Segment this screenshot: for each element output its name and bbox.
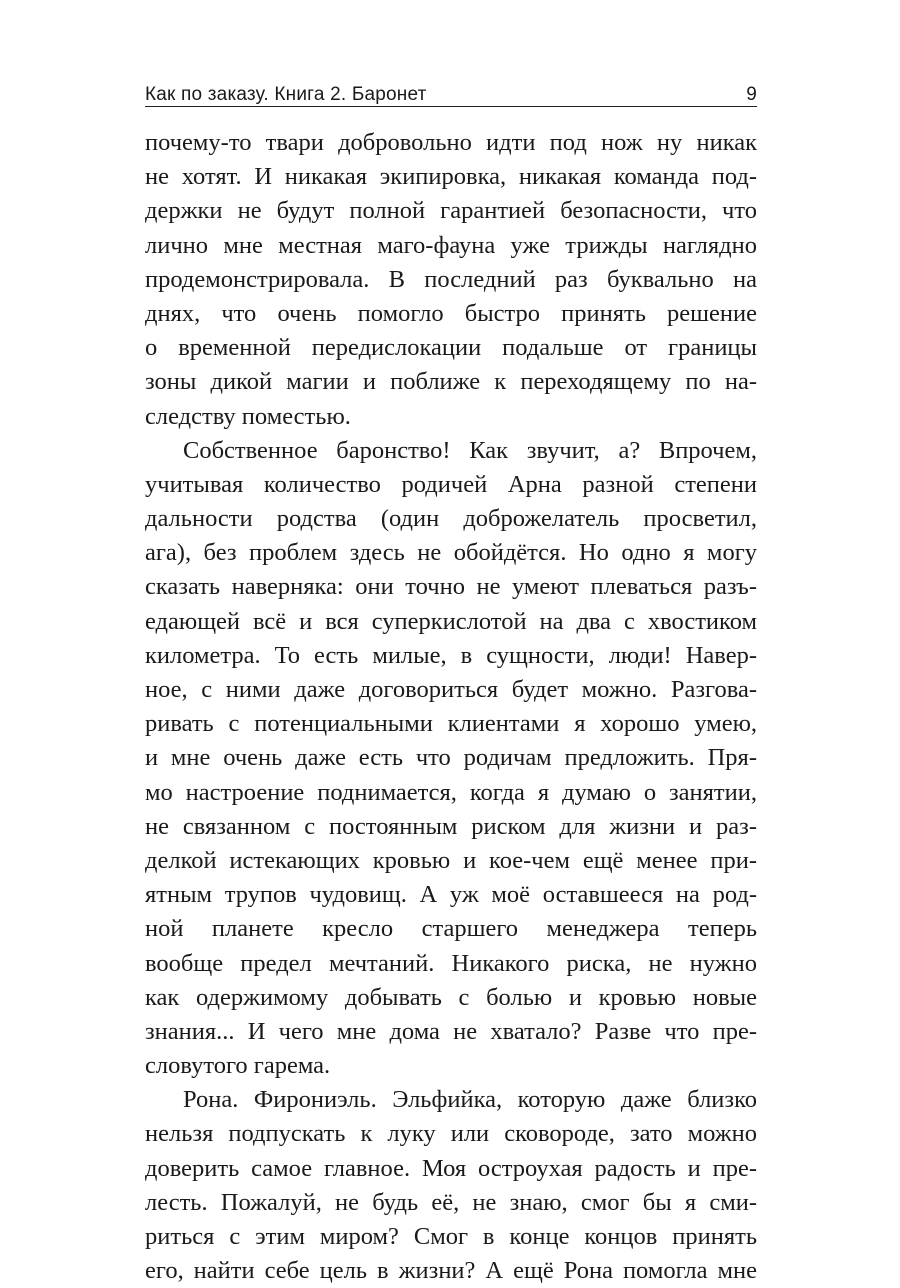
text-line: дальности родства (один доброжелатель просветил,	[145, 505, 757, 533]
text-line: о временной передислокации подальше от границы	[145, 334, 757, 362]
text-line: вообще предел мечтаний. Никакого риска, не нужно	[145, 949, 757, 977]
text-line: как одержимому добывать с болью и кровью новые	[145, 983, 757, 1011]
text-line: держки не будут полной гарантией безопасности, что	[145, 197, 757, 225]
text-line: лесть. Пожалуй, не будь её, не знаю, смог бы я сми-	[145, 1188, 757, 1216]
text-line: ятным трупов чудовищ. А уж моё оставшееся на род-	[145, 881, 757, 909]
body-text	[145, 126, 757, 1288]
text-line: не связанном с постоянным риском для жизни и раз-	[145, 812, 757, 840]
text-line: едающей всё и вся суперкислотой на два с хвостиком	[145, 607, 757, 635]
header-rule	[145, 106, 757, 107]
text-line: ривать с потенциальными клиентами я хорошо умею,	[145, 710, 757, 738]
text-line: и мне очень даже есть что родичам предложить. Пря-	[145, 744, 757, 772]
paragraph	[145, 434, 757, 1084]
text-line: знания... И чего мне дома не хватало? Разве что пре-	[145, 1017, 757, 1045]
text-line: ной планете кресло старшего менеджера теперь	[145, 915, 757, 943]
text-line: не хотят. И никакая экипировка, никакая команда под-	[145, 163, 757, 191]
text-line: его, найти себе цель в жизни? А ещё Рона помогла мне	[145, 1257, 757, 1285]
text-line: лично мне местная маго-фауна уже трижды наглядно	[145, 231, 757, 259]
text-line: ное, с ними даже договориться будет можно. Разгова-	[145, 676, 757, 703]
text-line: почему-то твари добровольно идти под нож ну никак	[145, 129, 757, 156]
page-number: 9	[746, 84, 757, 105]
text-line: зоны дикой магии и поближе к переходящему по на-	[145, 368, 757, 396]
text-line: учитывая количество родичей Арна разной степени	[145, 470, 757, 498]
running-header	[145, 76, 757, 106]
text-line: километра. То есть милые, в сущности, люди! Навер-	[145, 641, 757, 669]
text-line: Рона. Фирониэль. Эльфийка, которую даже близко	[183, 1086, 757, 1114]
text-line: риться с этим миром? Смог в конце концов принять	[145, 1223, 757, 1250]
text-line: следству поместью.	[145, 402, 351, 430]
paragraph	[145, 126, 757, 434]
text-line: нельзя подпускать к луку или сковороде, зато можно	[145, 1120, 757, 1148]
text-line: сказать наверняка: они точно не умеют плеваться разъ-	[145, 573, 757, 601]
text-line: днях, что очень помогло быстро принять решение	[145, 299, 757, 327]
text-line: Собственное баронство! Как звучит, а? Впрочем,	[183, 436, 757, 464]
text-line: продемонстрировала. В последний раз буквально на	[145, 265, 757, 293]
text-line: доверить самое главное. Моя остроухая радость и пре-	[145, 1154, 757, 1182]
book-page	[145, 0, 757, 1285]
text-line: мо настроение поднимается, когда я думаю о занятии,	[145, 778, 757, 806]
paragraph	[145, 1083, 757, 1288]
text-line: делкой истекающих кровью и кое-чем ещё менее при-	[145, 846, 757, 874]
book-title: Как по заказу. Книга 2. Баронет	[145, 84, 427, 105]
text-line: ага), без проблем здесь не обойдётся. Но одно я могу	[145, 539, 757, 567]
text-line: словутого гарема.	[145, 1052, 331, 1080]
